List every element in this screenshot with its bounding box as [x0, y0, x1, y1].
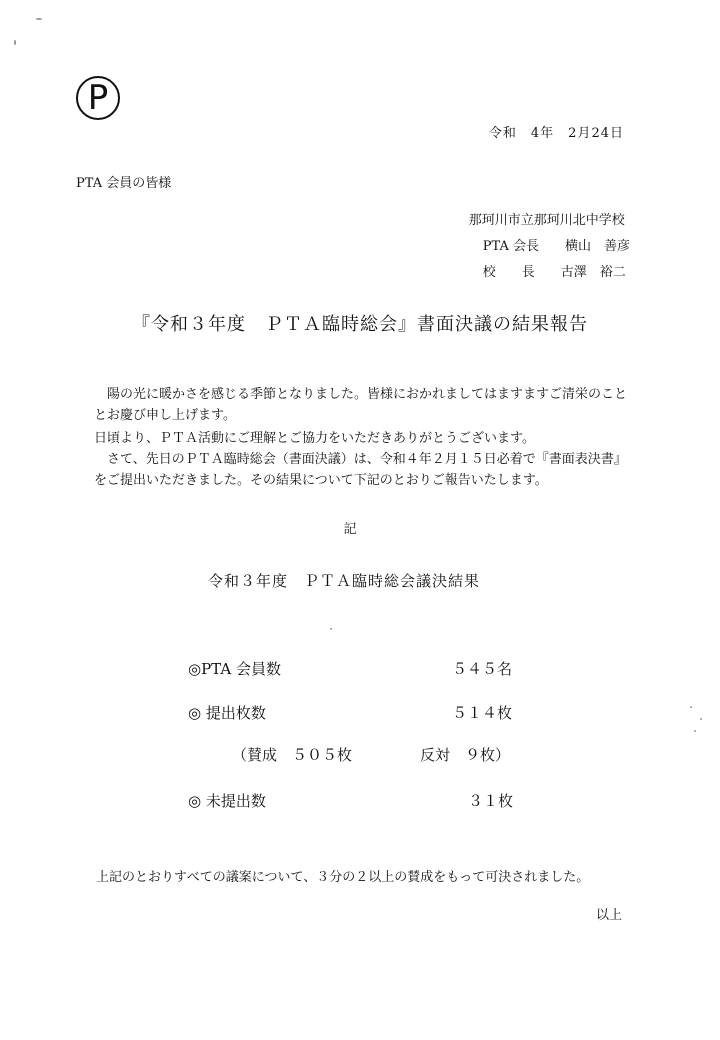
body-paragraph-greeting: 陽の光に暖かさを感じる季節となりました。皆様におかれましてはますますご清栄のこととお慶び申し上げます。 — [94, 387, 628, 423]
p-stamp-icon: P — [76, 76, 120, 120]
approve-count: （賛成 ５０５枚 — [232, 746, 353, 764]
submitted-label: ◎ 提出枚数 — [188, 704, 266, 722]
scan-speck — [330, 628, 332, 630]
body-paragraph-thanks: 日頃より、ＰＴＡ活動にご理解とご協力をいただきありがとうございます。 — [94, 431, 535, 446]
scan-speck — [690, 706, 692, 708]
scan-speck — [700, 718, 702, 720]
scan-speck — [14, 40, 16, 45]
sender-principal: 校 長 古澤 裕二 — [482, 265, 626, 280]
oppose-count: 反対 ９枚） — [420, 746, 511, 764]
closing-text: 以上 — [595, 908, 622, 923]
unsubmitted-value: ３１枚 — [468, 792, 514, 810]
sender-school: 那珂川市立那珂川北中学校 — [468, 213, 625, 228]
conclusion-text: 上記のとおりすべての議案について、３分の２以上の賛成をもって可決されました。 — [96, 870, 590, 885]
document-title: 『令和３年度 ＰＴＡ臨時総会』書面決議の結果報告 — [132, 314, 588, 335]
document-date: 令和 4年 2月24日 — [488, 126, 624, 141]
unsubmitted-label: ◎ 未提出数 — [188, 792, 266, 810]
submitted-value: ５１４枚 — [452, 704, 513, 722]
ki-heading: 記 — [343, 522, 357, 537]
result-title: 令和３年度 ＰＴＡ臨時総会議決結果 — [208, 572, 481, 590]
body-paragraph-report: さて、先日のＰＴＡ臨時総会（書面決議）は、令和４年２月１５日必着で『書面表決書』をご提出いただきました。その結果について下記のとおりご報告いたします。 — [94, 452, 627, 488]
sender-block — [469, 208, 630, 286]
scan-speck — [36, 18, 42, 20]
addressee: PTA 会員の皆様 — [76, 176, 172, 191]
scan-speck — [694, 730, 696, 732]
members-value: ５４５名 — [452, 660, 513, 678]
members-label: ◎PTA 会員数 — [188, 660, 281, 678]
sender-pta-president: PTA 会長 横山 善彦 — [482, 239, 630, 254]
